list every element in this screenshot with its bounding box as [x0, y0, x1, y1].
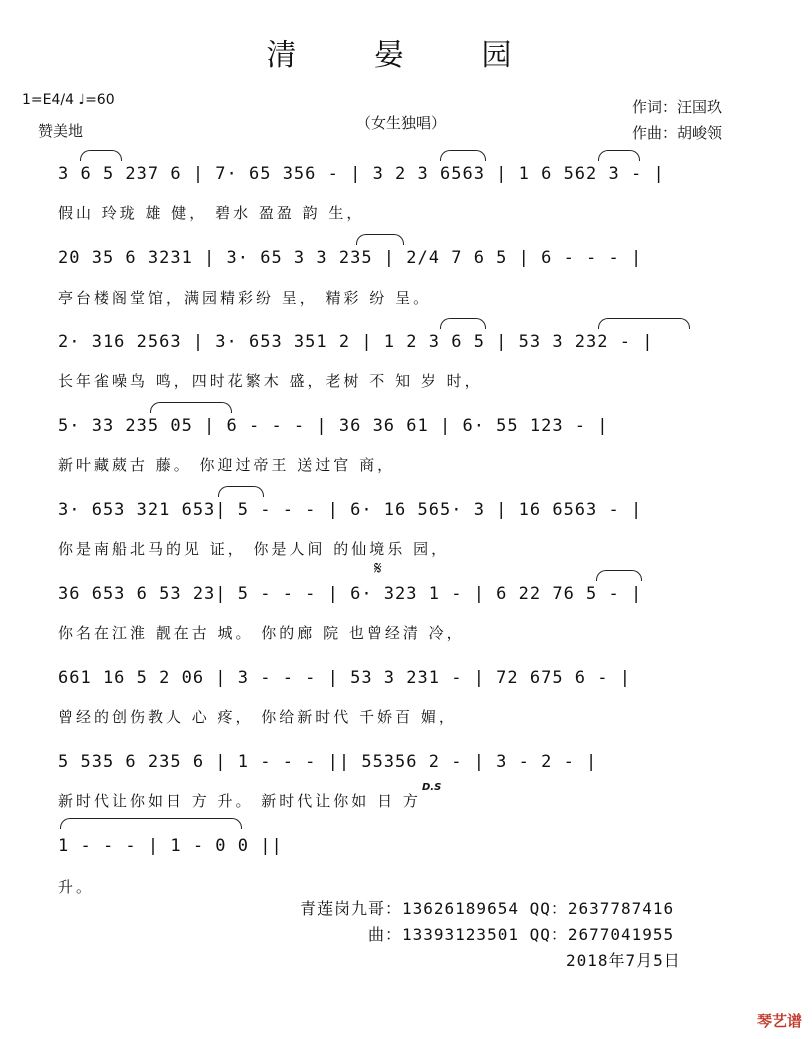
page-title: 清 晏 园	[266, 38, 546, 73]
score-lyrics-line: 假山 玲珑 雄 健， 碧水 盈盈 韵 生，	[58, 204, 365, 222]
slur	[440, 318, 486, 329]
score-lyrics-line: 你名在江淮 靓在古 城。 你的廊 院 也曾经清 冷，	[58, 624, 465, 642]
score-notes-line: 3· 653 321 653| 5 - - - | 6· 16 565· 3 | 16 6563 - |	[58, 500, 643, 520]
score-lyrics-line: 长年雀噪鸟 鸣，四时花繁木 盛，老树 不 知 岁 时，	[58, 372, 483, 390]
score-lyrics-line: 亭台楼阁堂馆，满园精彩纷 呈， 精彩 纷 呈。	[58, 289, 432, 307]
score-notes-line: 20 35 6 3231 | 3· 65 3 3 235 | 2/4 7 6 5 | 6 - - - |	[58, 248, 643, 268]
footer-composer-contact: 曲：13393123501 QQ：2677041955	[368, 925, 675, 944]
slur	[356, 234, 404, 245]
score-notes-line: 36 653 6 53 23| 5 - - - | 6· 323 1 - | 6 22 76 5 - |	[58, 584, 643, 604]
lyricist: 作词：汪国玖	[632, 98, 723, 116]
score-notes-line: 5· 33 235 05 | 6 - - - | 36 36 61 | 6· 55 123 - |	[58, 416, 609, 436]
slur	[596, 570, 642, 581]
score-notes-line: 2· 316 2563 | 3· 653 351 2 | 1 2 3 6 5 | 53 3 232 - |	[58, 332, 654, 352]
score-lyrics-line: 曾经的创伤教人 心 疼， 你给新时代 千娇百 媚，	[58, 708, 457, 726]
slur	[60, 818, 242, 829]
score-lyrics-line: 你是南船北马的见 证， 你是人间 的仙境乐 园，	[58, 540, 450, 558]
score-lyrics-line: 新时代让你如日 方 升。 新时代让你如 日 方	[58, 792, 421, 810]
style-note: （女生独唱）	[356, 114, 447, 132]
key-tempo: 1=E4/4 ♩=60	[22, 92, 115, 108]
expression-mark: 赞美地	[38, 122, 84, 140]
footer-contact-line: 青莲岗九哥：13626189654 QQ：2637787416	[300, 899, 675, 918]
slur	[598, 150, 640, 161]
score-notes-line: 661 16 5 2 06 | 3 - - - | 53 3 231 - | 72 675 6 - |	[58, 668, 631, 688]
logo-text: 琴艺谱	[756, 1012, 802, 1030]
slur	[218, 486, 264, 497]
composer: 作曲：胡峻领	[632, 124, 723, 142]
site-logo	[757, 1010, 802, 1031]
score-notes-line: 5 535 6 235 6 | 1 - - - || 55356 2 - | 3 - 2 - |	[58, 752, 598, 772]
score-lyrics-line: 升。	[58, 878, 95, 896]
ds-label: D.S	[422, 782, 442, 793]
segno-sign: 𝄋	[374, 558, 382, 579]
score-notes-line: 3 6 5 237 6 | 7· 65 356 - | 3 2 3 6563 | 1 6 562 3 - |	[58, 164, 665, 184]
slur	[80, 150, 122, 161]
slur	[150, 402, 232, 413]
score-lyrics-line: 新叶藏葳古 藤。 你迎过帝王 送过官 商，	[58, 456, 396, 474]
slur	[440, 150, 486, 161]
score-notes-line: 1 - - - | 1 - 0 0 ||	[58, 836, 283, 856]
slur	[598, 318, 690, 329]
footer-date: 2018年7月5日	[566, 951, 681, 970]
